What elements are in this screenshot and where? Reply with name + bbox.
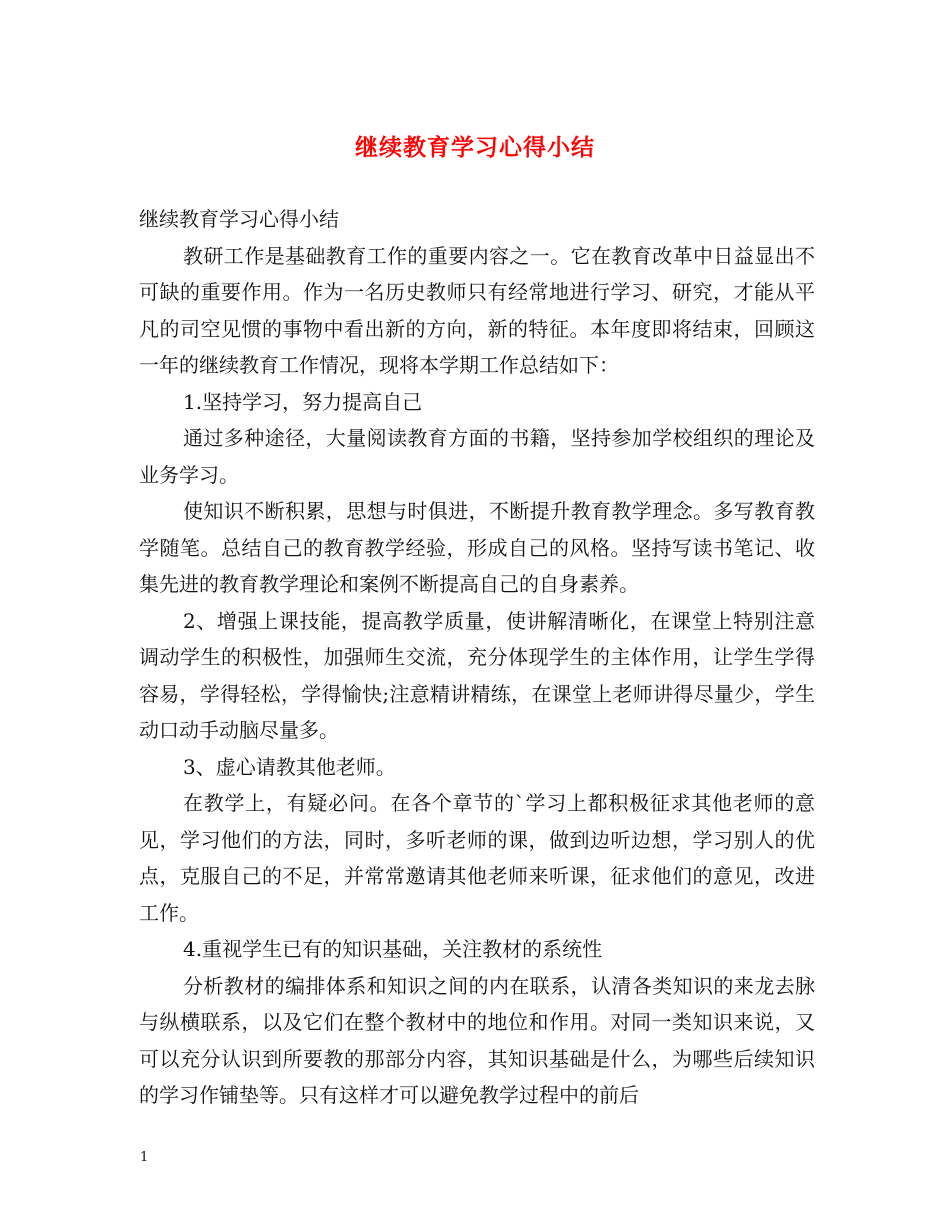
section-heading-2: 2、增强上课技能，提高教学质量，使讲解清晰化，在课堂上特别注意调动学生的积极性，加强师生交流，充分体现学生的主体作用，让学生学得容易，学得轻松，学得愉快;注意精讲精练，在课堂上老师讲得尽量少，学生动口动手动脑尽量多。 [139,608,815,742]
paragraph-intro: 教研工作是基础教育工作的重要内容之一。它在教育改革中日益显出不可缺的重要作用。作为一名历史教师只有经常地进行学习、研究，才能从平凡的司空见惯的事物中看出新的方向，新的特征。本年度即将结束，回顾这一年的继续教育工作情况，现将本学期工作总结如下： [139,243,815,377]
section-heading-3: 3、虚心请教其他老师。 [183,754,396,779]
paragraph-reading: 通过多种途径，大量阅读教育方面的书籍，坚持参加学校组织的理论及业务学习。 [139,426,815,487]
paragraph-analysis: 分析教材的编排体系和知识之间的内在联系，认清各类知识的来龙去脉与纵横联系，以及它们在整个教材中的地位和作用。对同一类知识来说，又可以充分认识到所要教的那部分内容，其知识基础是什么，为哪些后续知识的学习作铺垫等。只有这样才可以避免教学过程中的前后 [139,973,815,1107]
document-title: 继续教育学习心得小结 [355,134,595,161]
section-heading-4: 4.重视学生已有的知识基础，关注教材的系统性 [183,937,603,961]
section-heading-1: 1.坚持学习，努力提高自己 [183,389,423,414]
paragraph-consult: 在教学上，有疑必问。在各个章节的`学习上都积极征求其他老师的意见，学习他们的方法，同时，多听老师的课，做到边听边想，学习别人的优点，克服自己的不足，并常常邀请其他老师来听课，征求他们的意见，改进工作。 [139,791,815,925]
page-number: 1 [140,1150,149,1165]
document-body [139,201,815,1114]
document-subtitle: 继续教育学习心得小结 [139,207,339,231]
paragraph-knowledge: 使知识不断积累，思想与时俱进，不断提升教育教学理念。多写教育教学随笔。总结自己的教育教学经验，形成自己的风格。坚持写读书笔记、收集先进的教育教学理论和案例不断提高自己的自身素养。 [139,499,815,596]
